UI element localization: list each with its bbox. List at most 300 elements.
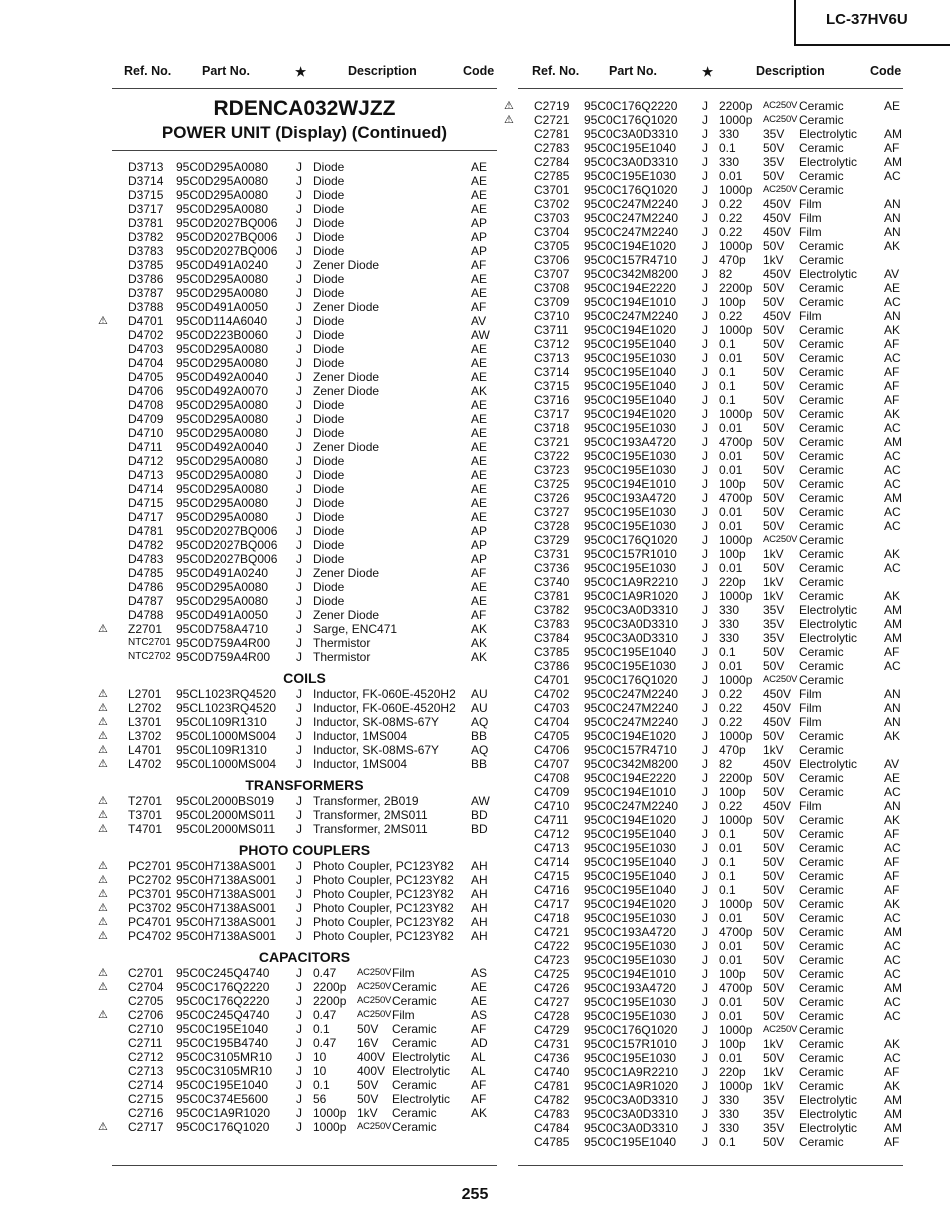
- voltage-rating: AC250V: [763, 1024, 798, 1035]
- rank-mark: J: [296, 966, 302, 980]
- rank-mark: J: [702, 1037, 708, 1051]
- rank-mark: J: [296, 174, 302, 188]
- table-row: [112, 538, 497, 552]
- part-number: 95C0C194E1010: [584, 785, 677, 799]
- price-code: BB: [471, 757, 488, 771]
- voltage-rating: 50V: [763, 477, 785, 491]
- safety-warning-icon: ⚠: [98, 702, 108, 714]
- rank-mark: J: [296, 887, 302, 901]
- table-row: [98, 915, 497, 929]
- table-row: [518, 519, 903, 533]
- capacitance-value: 4700p: [719, 925, 753, 939]
- rank-mark: J: [296, 496, 302, 510]
- table-row: [112, 524, 497, 538]
- price-code: AM: [884, 1093, 902, 1107]
- table-row: [518, 463, 903, 477]
- ref-number: C3722: [534, 449, 570, 463]
- table-row: [112, 636, 497, 650]
- voltage-rating: 50V: [763, 449, 785, 463]
- ref-number: D3715: [128, 188, 164, 202]
- rank-mark: J: [702, 519, 708, 533]
- voltage-rating: 35V: [763, 155, 785, 169]
- ref-number: C4711: [534, 813, 569, 827]
- table-row: [98, 873, 497, 887]
- price-code: AH: [471, 929, 488, 943]
- safety-warning-icon: ⚠: [98, 809, 108, 821]
- table-row: [518, 575, 903, 589]
- component-type: Ceramic: [799, 491, 844, 505]
- rank-mark: J: [702, 687, 708, 701]
- capacitance-value: 0.1: [313, 1078, 330, 1092]
- price-code: AQ: [471, 743, 489, 757]
- ref-number: D4703: [128, 342, 164, 356]
- capacitance-value: 0.01: [719, 939, 743, 953]
- ref-number: D3781: [128, 216, 164, 230]
- rank-mark: J: [702, 505, 708, 519]
- header-code: Code: [870, 64, 902, 78]
- rank-mark: J: [702, 1121, 708, 1135]
- part-number: 95C0D295A0080: [176, 454, 269, 468]
- price-code: AC: [884, 1009, 901, 1023]
- price-code: AK: [471, 636, 488, 650]
- rank-mark: J: [296, 1050, 302, 1064]
- part-number: 95C0C176Q2220: [176, 980, 270, 994]
- price-code: AF: [884, 365, 900, 379]
- rank-mark: J: [702, 407, 708, 421]
- component-type: Ceramic: [799, 169, 844, 183]
- part-number: 95C0L2000MS011: [176, 808, 276, 822]
- part-number: 95C0D295A0080: [176, 272, 269, 286]
- price-code: AF: [884, 379, 900, 393]
- table-row: [518, 1079, 903, 1093]
- capacitance-value: 0.22: [719, 211, 743, 225]
- rank-mark: J: [296, 1106, 302, 1120]
- table-row: [518, 267, 903, 281]
- ref-number: T3701: [128, 808, 163, 822]
- model-number: LC-37HV6U: [826, 11, 908, 28]
- part-number: 95C0D491A0050: [176, 300, 269, 314]
- rank-mark: J: [702, 351, 708, 365]
- table-row: [518, 225, 903, 239]
- price-code: AM: [884, 617, 902, 631]
- part-number: 95C0D491A0240: [176, 566, 269, 580]
- component-type: Ceramic: [799, 421, 844, 435]
- capacitance-value: 470p: [719, 253, 746, 267]
- table-row: [518, 645, 903, 659]
- table-row: [518, 673, 903, 687]
- table-row: [112, 244, 497, 258]
- component-type: Electrolytic: [392, 1064, 451, 1078]
- part-number: 95C0D2027BQ006: [176, 524, 278, 538]
- price-code: AE: [471, 342, 488, 356]
- capacitance-value: 0.1: [719, 1135, 736, 1149]
- voltage-rating: 50V: [763, 141, 785, 155]
- price-code: AF: [884, 1065, 900, 1079]
- description: Zener Diode: [313, 300, 380, 314]
- ref-number: L4701: [128, 743, 162, 757]
- table-row: [518, 435, 903, 449]
- rank-mark: J: [702, 603, 708, 617]
- price-code: AF: [471, 1022, 487, 1036]
- table-row: [112, 258, 497, 272]
- table-row: [518, 1051, 903, 1065]
- component-type: Electrolytic: [799, 1093, 858, 1107]
- table-row: [518, 295, 903, 309]
- part-number: 95C0C1A9R1020: [176, 1106, 271, 1120]
- ref-number: C2705: [128, 994, 164, 1008]
- rank-mark: J: [702, 463, 708, 477]
- capacitance-value: 0.47: [313, 1008, 337, 1022]
- component-type: Electrolytic: [799, 155, 858, 169]
- price-code: AE: [471, 482, 488, 496]
- capacitance-value: 330: [719, 1093, 740, 1107]
- part-number: 95C0D492A0040: [176, 370, 269, 384]
- description: Photo Coupler, PC123Y82: [313, 901, 454, 915]
- ref-number: C2710: [128, 1022, 164, 1036]
- price-code: AC: [884, 477, 901, 491]
- rank-mark: J: [296, 538, 302, 552]
- component-type: Ceramic: [799, 463, 844, 477]
- capacitance-value: 1000p: [313, 1120, 347, 1134]
- capacitance-value: 220p: [719, 575, 746, 589]
- description: Zener Diode: [313, 566, 380, 580]
- rank-mark: J: [702, 925, 708, 939]
- price-code: AM: [884, 925, 902, 939]
- capacitance-value: 1000p: [719, 589, 753, 603]
- ref-number: D4704: [128, 356, 164, 370]
- component-type: Ceramic: [799, 869, 844, 883]
- part-number: 95C0H7138AS001: [176, 929, 277, 943]
- table-row: [518, 253, 903, 267]
- description: Inductor, FK-060E-4520H2: [313, 687, 456, 701]
- part-number: 95C0C176Q1020: [584, 1023, 678, 1037]
- component-type: Electrolytic: [799, 1121, 858, 1135]
- ref-number: D4786: [128, 580, 164, 594]
- ref-number: C3783: [534, 617, 570, 631]
- rank-mark: J: [702, 421, 708, 435]
- section-title: PHOTO COUPLERS: [238, 842, 371, 858]
- price-code: AN: [884, 715, 901, 729]
- safety-warning-icon: ⚠: [98, 1121, 108, 1133]
- ref-number: C3718: [534, 421, 570, 435]
- part-number: 95C0C3A0D3310: [584, 617, 679, 631]
- part-number: 95C0C342M8200: [584, 267, 679, 281]
- header-desc: Description: [348, 64, 417, 78]
- ref-number: L2701: [128, 687, 162, 701]
- ref-number: C3706: [534, 253, 570, 267]
- rank-mark: J: [702, 337, 708, 351]
- price-code: AK: [471, 1106, 488, 1120]
- price-code: AF: [471, 1092, 487, 1106]
- rank-mark: J: [702, 729, 708, 743]
- description: Inductor, SK-08MS-67Y: [313, 743, 440, 757]
- capacitance-value: 0.22: [719, 715, 743, 729]
- voltage-rating: 50V: [763, 967, 785, 981]
- description: Diode: [313, 356, 345, 370]
- price-code: AE: [471, 454, 488, 468]
- ref-number: L3701: [128, 715, 162, 729]
- table-row: [112, 174, 497, 188]
- rank-mark: J: [702, 981, 708, 995]
- component-type: Ceramic: [799, 393, 844, 407]
- ref-number: D4712: [128, 454, 164, 468]
- ref-number: C3729: [534, 533, 570, 547]
- component-type: Ceramic: [799, 365, 844, 379]
- capacitance-value: 1000p: [719, 813, 753, 827]
- voltage-rating: 1kV: [763, 1065, 784, 1079]
- ref-number: C4736: [534, 1051, 570, 1065]
- part-number: 95C0C195E1030: [584, 911, 677, 925]
- voltage-rating: AC250V: [763, 184, 798, 195]
- price-code: AM: [884, 603, 902, 617]
- voltage-rating: 50V: [357, 1022, 379, 1036]
- ref-number: C3784: [534, 631, 570, 645]
- column-header-left: [112, 64, 497, 82]
- table-row: [518, 1009, 903, 1023]
- table-row: [112, 994, 497, 1008]
- header-part: Part No.: [609, 64, 657, 78]
- component-type: Ceramic: [799, 407, 844, 421]
- component-type: Ceramic: [799, 99, 844, 113]
- capacitance-value: 0.01: [719, 169, 743, 183]
- table-row: [518, 155, 903, 169]
- part-number: 95C0C194E1020: [584, 323, 677, 337]
- component-type: Ceramic: [799, 505, 844, 519]
- table-row: [98, 794, 497, 808]
- price-code: AK: [884, 1079, 901, 1093]
- price-code: AF: [471, 300, 487, 314]
- capacitance-value: 0.47: [313, 966, 337, 980]
- part-number: 95C0H7138AS001: [176, 901, 277, 915]
- price-code: AC: [884, 505, 901, 519]
- component-type: Ceramic: [799, 771, 844, 785]
- component-type: Ceramic: [799, 897, 844, 911]
- part-number: 95C0C176Q1020: [584, 673, 678, 687]
- rank-mark: J: [702, 1093, 708, 1107]
- voltage-rating: 50V: [763, 939, 785, 953]
- price-code: AE: [471, 398, 488, 412]
- safety-warning-icon: ⚠: [98, 916, 108, 928]
- safety-warning-icon: ⚠: [98, 930, 108, 942]
- table-row: [112, 440, 497, 454]
- description: Diode: [313, 188, 345, 202]
- document-subtitle: POWER UNIT (Display) (Continued): [161, 123, 448, 142]
- description: Zener Diode: [313, 258, 380, 272]
- right-column: [504, 99, 903, 1149]
- ref-number: D3714: [128, 174, 164, 188]
- component-type: Ceramic: [799, 1037, 844, 1051]
- price-code: AQ: [471, 715, 489, 729]
- part-number: 95C0C176Q1020: [176, 1120, 270, 1134]
- capacitance-value: 0.01: [719, 1051, 743, 1065]
- rank-mark: J: [702, 911, 708, 925]
- table-row: [112, 342, 497, 356]
- table-row: [112, 1064, 497, 1078]
- voltage-rating: 50V: [763, 281, 785, 295]
- voltage-rating: 35V: [763, 631, 785, 645]
- rank-mark: J: [702, 715, 708, 729]
- section-title: CAPACITORS: [258, 949, 351, 965]
- price-code: AE: [471, 980, 488, 994]
- price-code: AC: [884, 295, 901, 309]
- capacitance-value: 100p: [719, 785, 746, 799]
- component-type: Film: [799, 309, 822, 323]
- price-code: AF: [471, 566, 487, 580]
- table-row: [98, 901, 497, 915]
- part-number: 95C0D2027BQ006: [176, 552, 278, 566]
- rank-mark: J: [702, 995, 708, 1009]
- ref-number: D4782: [128, 538, 164, 552]
- table-row: [518, 799, 903, 813]
- rank-mark: J: [702, 309, 708, 323]
- voltage-rating: 35V: [763, 1093, 785, 1107]
- part-number: 95C0C176Q2220: [176, 994, 270, 1008]
- table-row: [112, 650, 497, 664]
- component-type: Ceramic: [799, 967, 844, 981]
- price-code: AF: [471, 258, 487, 272]
- rank-mark: J: [296, 1092, 302, 1106]
- component-type: Ceramic: [799, 561, 844, 575]
- rank-mark: J: [702, 827, 708, 841]
- rank-mark: J: [296, 580, 302, 594]
- part-number: 95C0C194E1020: [584, 897, 677, 911]
- ref-number: NTC2702: [128, 651, 171, 662]
- ref-number: D4702: [128, 328, 164, 342]
- ref-number: C3704: [534, 225, 570, 239]
- part-number: 95C0D295A0080: [176, 468, 269, 482]
- rank-mark: J: [296, 202, 302, 216]
- ref-number: C3716: [534, 393, 570, 407]
- voltage-rating: 50V: [763, 491, 785, 505]
- part-number: 95C0D295A0080: [176, 580, 269, 594]
- table-row: [518, 939, 903, 953]
- table-row: [518, 687, 903, 701]
- description: Diode: [313, 174, 345, 188]
- component-type: Ceramic: [799, 281, 844, 295]
- part-number: 95C0C194E1010: [584, 295, 677, 309]
- rank-mark: J: [702, 1065, 708, 1079]
- capacitance-value: 0.01: [719, 561, 743, 575]
- capacitance-value: 0.01: [719, 911, 743, 925]
- ref-number: C4708: [534, 771, 570, 785]
- capacitance-value: 0.47: [313, 1036, 337, 1050]
- capacitance-value: 4700p: [719, 981, 753, 995]
- part-number: 95C0C247M2240: [584, 211, 679, 225]
- voltage-rating: 450V: [763, 211, 792, 225]
- rank-mark: J: [296, 608, 302, 622]
- ref-number: C4740: [534, 1065, 570, 1079]
- voltage-rating: 450V: [763, 799, 792, 813]
- safety-warning-icon: ⚠: [98, 860, 108, 872]
- component-type: Ceramic: [799, 379, 844, 393]
- ref-number: C4718: [534, 911, 570, 925]
- ref-number: PC4701: [128, 915, 172, 929]
- ref-number: C3707: [534, 267, 570, 281]
- price-code: AC: [884, 463, 901, 477]
- capacitance-value: 0.1: [719, 827, 736, 841]
- part-number: 95C0C247M2240: [584, 309, 679, 323]
- price-code: AF: [884, 1135, 900, 1149]
- description: Diode: [313, 328, 345, 342]
- table-row: [518, 1121, 903, 1135]
- part-number: 95C0C195E1040: [584, 645, 677, 659]
- table-row: [518, 617, 903, 631]
- voltage-rating: AC250V: [357, 981, 392, 992]
- ref-number: C3710: [534, 309, 570, 323]
- part-number: 95C0C193A4720: [584, 981, 677, 995]
- price-code: AE: [471, 188, 488, 202]
- rank-mark: J: [702, 113, 708, 127]
- ref-number: C3731: [534, 547, 570, 561]
- ref-number: L3702: [128, 729, 162, 743]
- part-number: 95C0D295A0080: [176, 412, 269, 426]
- price-code: AK: [884, 589, 901, 603]
- table-row: [112, 384, 497, 398]
- price-code: AC: [884, 659, 901, 673]
- part-number: 95C0D223B0060: [176, 328, 269, 342]
- voltage-rating: 50V: [763, 911, 785, 925]
- safety-warning-icon: ⚠: [98, 795, 108, 807]
- rank-mark: J: [296, 650, 302, 664]
- capacitance-value: 1000p: [719, 729, 753, 743]
- table-row: [518, 547, 903, 561]
- ref-number: C3782: [534, 603, 570, 617]
- rank-mark: J: [702, 799, 708, 813]
- price-code: AE: [471, 594, 488, 608]
- voltage-rating: 50V: [763, 995, 785, 1009]
- price-code: AE: [471, 412, 488, 426]
- rank-mark: J: [702, 1079, 708, 1093]
- voltage-rating: 50V: [763, 827, 785, 841]
- rank-mark: J: [296, 230, 302, 244]
- rank-mark: J: [702, 897, 708, 911]
- rank-mark: J: [296, 729, 302, 743]
- ref-number: C4715: [534, 869, 570, 883]
- ref-number: C4782: [534, 1093, 570, 1107]
- description: Diode: [313, 482, 345, 496]
- part-number: 95C0C3A0D3310: [584, 603, 679, 617]
- rank-mark: J: [702, 757, 708, 771]
- table-row: [518, 1037, 903, 1051]
- ref-number: C3727: [534, 505, 570, 519]
- voltage-rating: 450V: [763, 197, 792, 211]
- rank-mark: J: [702, 547, 708, 561]
- ref-number: C4703: [534, 701, 570, 715]
- rank-mark: J: [702, 869, 708, 883]
- table-row: [518, 127, 903, 141]
- ref-number: C2719: [534, 99, 570, 113]
- table-row: [518, 785, 903, 799]
- rank-mark: J: [296, 216, 302, 230]
- price-code: AE: [471, 356, 488, 370]
- component-type: Electrolytic: [799, 617, 858, 631]
- part-number: 95C0C195E1030: [584, 841, 677, 855]
- ref-number: C3740: [534, 575, 570, 589]
- part-number: 95C0D295A0080: [176, 188, 269, 202]
- capacitance-value: 100p: [719, 1037, 746, 1051]
- price-code: AF: [471, 608, 487, 622]
- table-row: [112, 426, 497, 440]
- voltage-rating: AC250V: [357, 1009, 392, 1020]
- part-number: 95C0D295A0080: [176, 426, 269, 440]
- part-number: 95C0C195E1040: [176, 1022, 269, 1036]
- part-number: 95C0C3105MR10: [176, 1064, 273, 1078]
- capacitance-value: 0.1: [313, 1022, 330, 1036]
- price-code: AV: [471, 314, 487, 328]
- ref-number: C3726: [534, 491, 570, 505]
- rank-mark: J: [296, 622, 302, 636]
- capacitance-value: 1000p: [719, 1023, 753, 1037]
